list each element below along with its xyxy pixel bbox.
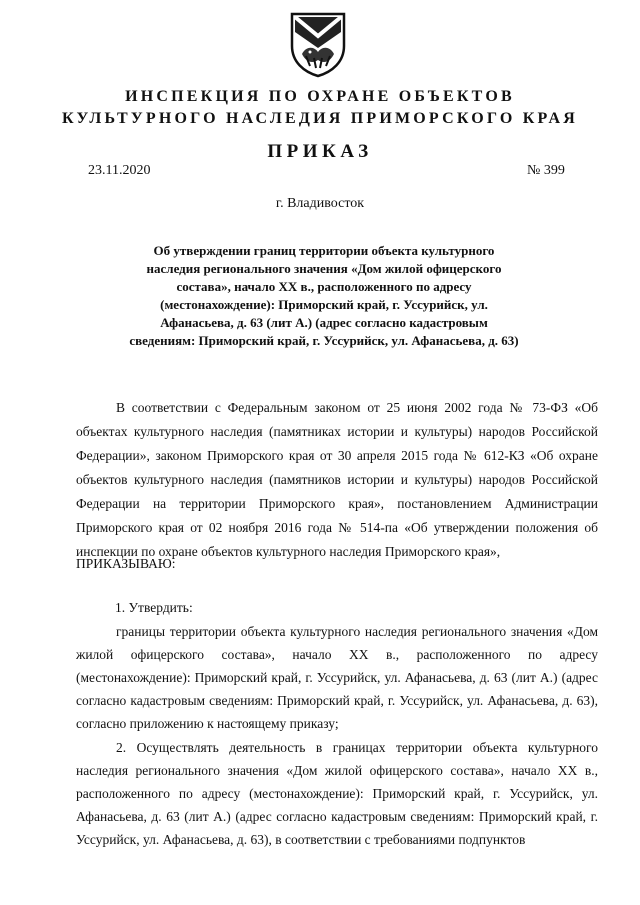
item-2-text: 2. Осуществлять деятельность в границах территории объекта культурного наследия регионального значения «Дом жилой офицерского состава», начало XX в., расположенного по адресу (местонахождение): Приморский край, г. Уссурийск, ул. Афанасьева, д. 63 (лит А.) (адрес согласно кадастровым сведениям: Приморский край, г. Уссурийск, ул. Афанасьева, д. 63), в соответствии с требованиями подпунктов	[76, 740, 598, 847]
order-subject: Об утверждении границ территории объекта культурного наследия регионального значения «Дом жилой офицерского состава», начало XX в., расположенного по адресу (местонахождение): Приморский край, г. Уссурийск, ул. Афанасьева, д. 63 (лит А.) (адрес согласно кадастровым сведениям: Приморский край, г. Уссурийск, ул. Афанасьева, д. 63)	[129, 243, 519, 348]
order-date: 23.11.2020	[88, 163, 151, 178]
order-city: г. Владивосток	[275, 196, 365, 211]
organization-name-line1: ИНСПЕКЦИЯ ПО ОХРАНЕ ОБЪЕКТОВ	[125, 88, 515, 105]
preamble-paragraph: В соответствии с Федеральным законом от 25 июня 2002 года № 73-ФЗ «Об объектах культурного наследия (памятниках истории и культуры) народов Российской Федерации», законом Приморского края от 30 апреля 2015 года № 612-КЗ «Об охране объектов культурного наследия (памятников истории и культуры) народов Российской Федерации на территории Приморского края», постановлением Администрации Приморского края от 02 ноября 2016 года № 514-па «Об утверждении положения об инспекции по охране объектов культурного наследия Приморского края»,	[76, 400, 598, 559]
item-1-text: границы территории объекта культурного наследия регионального значения «Дом жилой офицерского состава», начало XX в., расположенного по адресу (местонахождение): Приморский край, г. Уссурийск, ул. Афанасьева, д. 63 (лит А.) (адрес согласно кадастровым сведениям: Приморский край, г. Уссурийск, ул. Афанасьева, д. 63), согласно приложению к настоящему приказу;	[76, 624, 598, 731]
order-directive-word: ПРИКАЗЫВАЮ:	[76, 556, 176, 571]
document-type-title: ПРИКАЗ	[267, 141, 373, 162]
item-1-label: 1. Утвердить:	[115, 600, 193, 615]
coat-of-arms-icon	[288, 10, 348, 78]
organization-name-line2: КУЛЬТУРНОГО НАСЛЕДИЯ ПРИМОРСКОГО КРАЯ	[62, 110, 578, 127]
order-number: № 399	[527, 163, 565, 178]
